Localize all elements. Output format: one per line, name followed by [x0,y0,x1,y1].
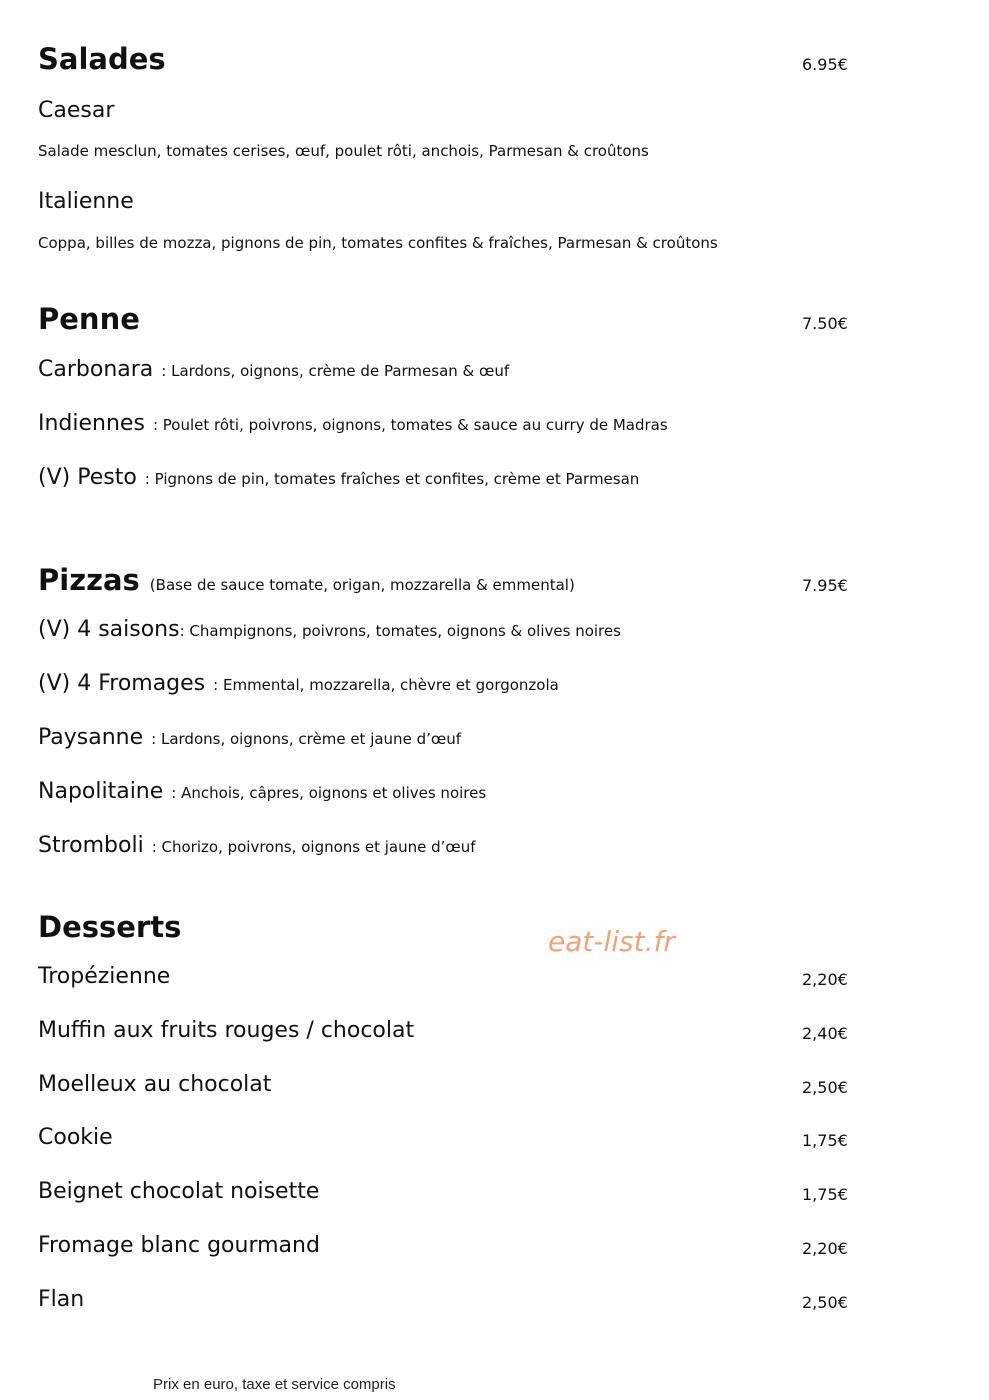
item-name-italienne: Italienne [38,189,134,214]
dessert-price: 1,75€ [802,1131,848,1150]
item-desc: : Lardons, oignons, crème et jaune d’œuf [151,730,461,748]
footer-note: Prix en euro, taxe et service compris [153,1376,396,1393]
item-desc: : Anchois, câpres, oignons et olives noires [171,784,487,802]
dessert-name: Moelleux au chocolat [38,1072,272,1097]
item-name-caesar: Caesar [38,98,115,123]
dessert-price: 2,50€ [802,1078,848,1097]
menu-item-carbonara [38,357,509,382]
item-name: (V) Pesto [38,465,137,490]
dessert-price: 2,20€ [802,970,848,989]
menu-item-stromboli [38,833,476,858]
item-desc: : Lardons, oignons, crème de Parmesan & œuf [161,362,510,380]
dessert-name: Fromage blanc gourmand [38,1233,320,1258]
section-title-pizzas: Pizzas [38,563,140,597]
item-name: Stromboli [38,833,144,858]
item-desc: : Champignons, poivrons, tomates, oignons & olives noires [179,622,621,640]
menu-item-pesto [38,465,639,490]
menu-item-indiennes [38,411,668,436]
section-subtitle-pizzas: (Base de sauce tomate, origan, mozzarella & emmental) [149,576,575,594]
section-title-penne: Penne [38,302,140,336]
dessert-price: 2,50€ [802,1293,848,1312]
item-name: (V) 4 saisons [38,617,180,642]
section-title-salades: Salades [38,42,166,76]
section-title-desserts: Desserts [38,910,182,944]
dessert-name: Tropézienne [38,964,171,989]
item-desc: : Emmental, mozzarella, chèvre et gorgonzola [213,676,559,694]
item-name: (V) 4 Fromages [38,671,206,696]
dessert-price: 1,75€ [802,1185,848,1204]
dessert-name: Flan [38,1287,85,1312]
item-desc: : Chorizo, poivrons, oignons et jaune d’œuf [151,838,476,856]
section-price-penne: 7.50€ [802,314,848,333]
watermark: eat-list.fr [548,925,675,958]
section-header-pizzas [38,563,575,597]
dessert-name: Muffin aux fruits rouges / chocolat [38,1018,415,1043]
item-name: Carbonara [38,357,154,382]
dessert-price: 2,40€ [802,1024,848,1043]
section-price-pizzas: 7.95€ [802,576,848,595]
item-name: Paysanne [38,725,144,750]
menu-item-napolitaine [38,779,486,804]
item-name: Indiennes [38,411,145,436]
menu-item-paysanne [38,725,461,750]
item-desc-caesar: Salade mesclun, tomates cerises, œuf, poulet rôti, anchois, Parmesan & croûtons [38,142,649,160]
item-desc-italienne: Coppa, billes de mozza, pignons de pin, tomates confites & fraîches, Parmesan & croûtons [38,234,718,252]
dessert-name: Cookie [38,1125,113,1150]
item-desc: : Poulet rôti, poivrons, oignons, tomates & sauce au curry de Madras [152,416,668,434]
menu-item-4-saisons [38,617,621,642]
dessert-price: 2,20€ [802,1239,848,1258]
item-name: Napolitaine [38,779,164,804]
item-desc: : Pignons de pin, tomates fraîches et confites, crème et Parmesan [144,470,640,488]
dessert-name: Beignet chocolat noisette [38,1179,320,1204]
menu-item-4-fromages [38,671,559,696]
section-price-salades: 6.95€ [802,55,848,74]
